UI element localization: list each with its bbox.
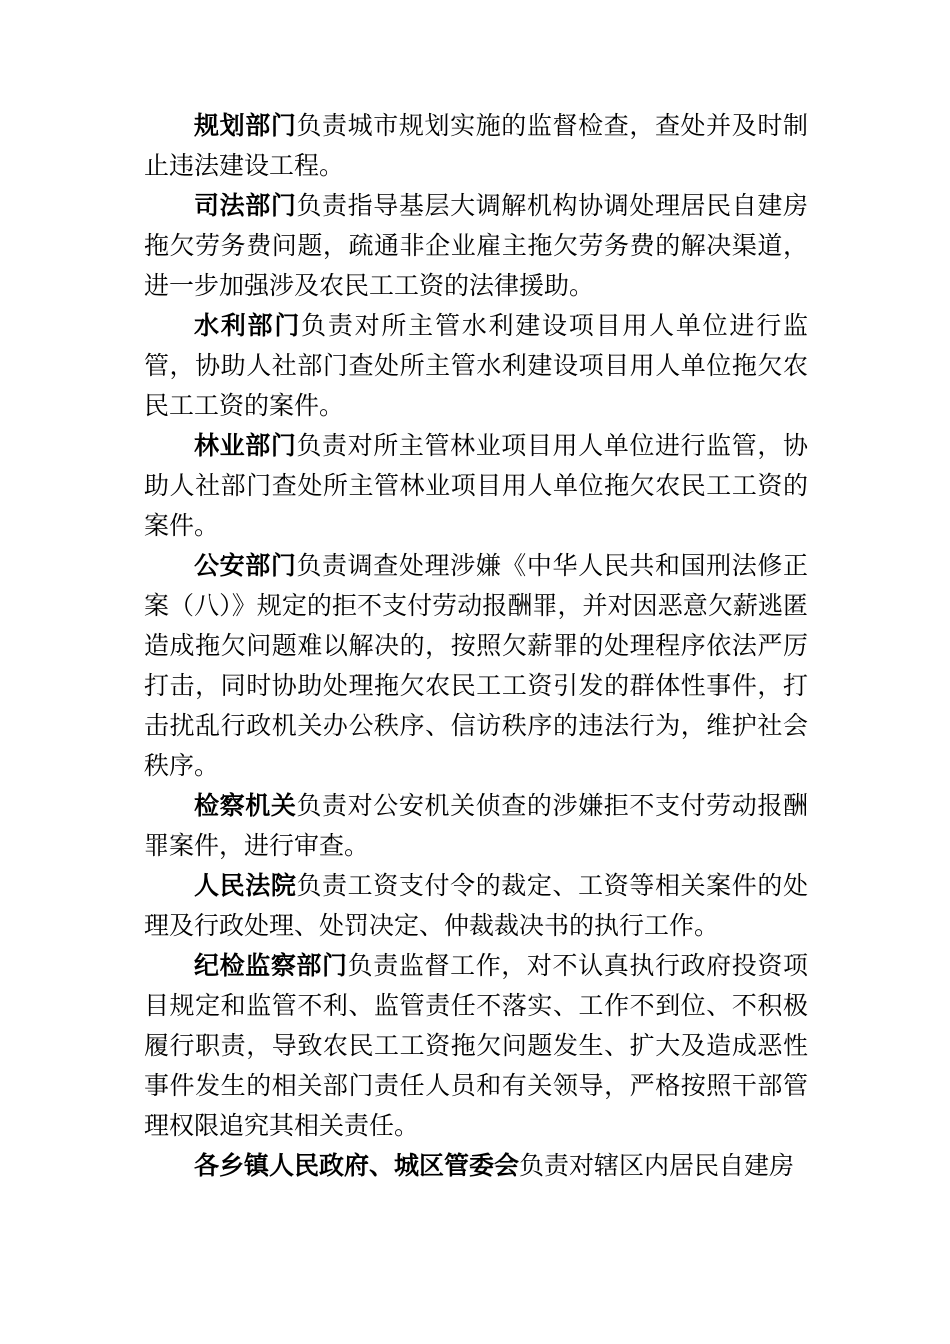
paragraph-text: 负责对辖区内居民自建房: [519, 1151, 795, 1180]
paragraph-text: 负责工资支付令的裁定、工资等相关案件的处理及行政处理、处罚决定、仲裁裁决书的执行工作。: [144, 871, 808, 940]
paragraph-text: 负责对所主管林业项目用人单位进行监管，协助人社部门查处所主管林业项目用人单位拖欠农民工工资的案件。: [144, 431, 808, 540]
paragraph-lead: 司法部门: [194, 191, 297, 220]
paragraph-text: 负责对所主管水利建设项目用人单位进行监管，协助人社部门查处所主管水利建设项目用人单位拖欠农民工工资的案件。: [144, 311, 808, 420]
paragraph-planning: [144, 106, 808, 186]
paragraph-lead: 公安部门: [194, 551, 297, 580]
paragraph-lead: 检察机关: [194, 791, 297, 820]
paragraph-forestry: [144, 426, 808, 546]
paragraph-court: [144, 866, 808, 946]
paragraph-lead: 规划部门: [194, 111, 297, 140]
paragraph-text: 负责监督工作，对不认真执行政府投资项目规定和监管不利、监管责任不落实、工作不到位、不积极履行职责，导致农民工工资拖欠问题发生、扩大及造成恶性事件发生的相关部门责任人员和有关领导，严格按照干部管理权限追究其相关责任。: [144, 951, 808, 1140]
paragraph-justice: [144, 186, 808, 306]
paragraph-discipline: [144, 946, 808, 1146]
paragraph-lead: 人民法院: [194, 871, 297, 900]
paragraph-lead: 水利部门: [194, 311, 302, 340]
document-body: [144, 106, 808, 1186]
paragraph-water: [144, 306, 808, 426]
paragraph-text: 负责城市规划实施的监督检查，查处并及时制止违法建设工程。: [144, 111, 808, 180]
paragraph-text: 负责对公安机关侦查的涉嫌拒不支付劳动报酬罪案件，进行审查。: [144, 791, 808, 860]
paragraph-text: 负责指导基层大调解机构协调处理居民自建房拖欠劳务费问题，疏通非企业雇主拖欠劳务费的解决渠道，进一步加强涉及农民工工资的法律援助。: [144, 191, 808, 300]
paragraph-lead: 林业部门: [194, 431, 297, 460]
paragraph-procuratorate: [144, 786, 808, 866]
paragraph-text: 负责调查处理涉嫌《中华人民共和国刑法修正案（八）》规定的拒不支付劳动报酬罪，并对因恶意欠薪逃匿造成拖欠问题难以解决的，按照欠薪罪的处理程序依法严厉打击，同时协助处理拖欠农民工工资引发的群体性事件，打击扰乱行政机关办公秩序、信访秩序的违法行为，维护社会秩序。: [144, 551, 808, 780]
paragraph-lead: 纪检监察部门: [194, 951, 348, 980]
paragraph-townships: [144, 1146, 808, 1186]
paragraph-lead: 各乡镇人民政府、城区管委会: [194, 1151, 520, 1180]
paragraph-police: [144, 546, 808, 786]
